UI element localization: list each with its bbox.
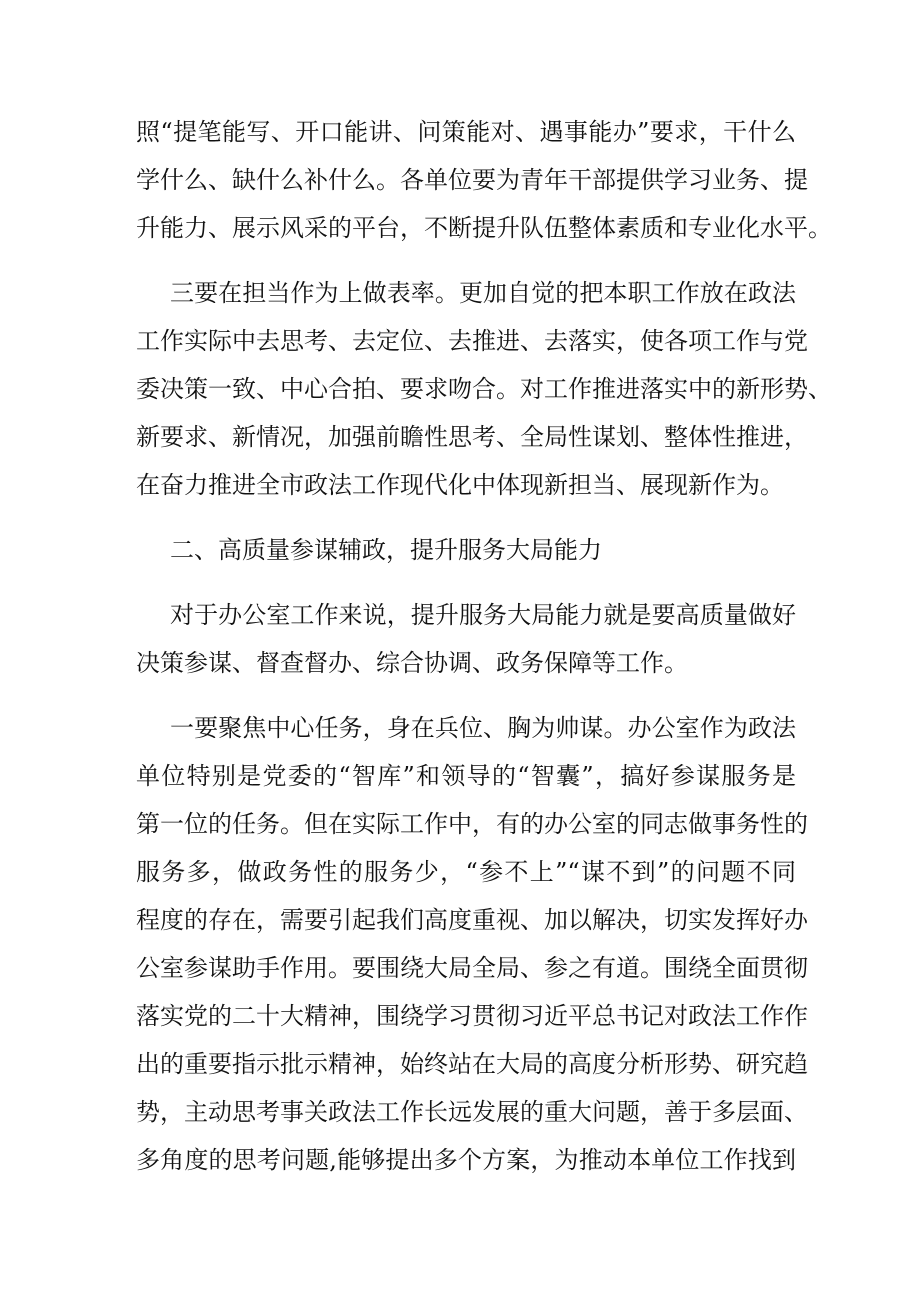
text-line: 工作实际中去思考、去定位、去推进、去落实，使各项工作与党: [136, 327, 808, 355]
paragraph-one: [136, 704, 808, 1184]
text-line: 对于办公室工作来说，提升服务大局能力就是要高质量做好: [170, 601, 796, 629]
text-line: 程度的存在，需要引起我们高度重视、加以解决，切实发挥好办: [136, 906, 808, 934]
text-line: 学什么、缺什么补什么。各单位要为青年干部提供学习业务、提: [136, 166, 808, 194]
text-line: 落实党的二十大精神，围绕学习贯彻习近平总书记对政法工作作: [136, 1002, 808, 1030]
paragraph-continuation: [136, 108, 832, 252]
text-line: 照“提笔能写、开口能讲、问策能对、遇事能办”要求，干什么: [136, 118, 796, 146]
text-line: 委决策一致、中心合拍、要求吻合。对工作推进落实中的新形势、: [136, 375, 832, 403]
text-line: 多角度的思考问题,能够提出多个方案，为推动本单位工作找到: [136, 1146, 796, 1174]
text-line: 决策参谋、督查督办、综合协调、政务保障等工作。: [136, 649, 688, 677]
text-line: 服务多，做政务性的服务少，“参不上”“谋不到”的问题不同: [136, 858, 796, 886]
text-line: 一要聚焦中心任务，身在兵位、胸为帅谋。办公室作为政法: [170, 714, 796, 742]
paragraph-gap: [136, 574, 796, 591]
text-line: 公室参谋助手作用。要围绕大局全局、参之有道。围绕全面贯彻: [136, 954, 808, 982]
text-line: 在奋力推进全市政法工作现代化中体现新担当、展现新作为。: [136, 471, 784, 499]
text-line: 单位特别是党委的“智库”和领导的“智囊”，搞好参谋服务是: [136, 762, 796, 790]
heading-line: 二、高质量参谋辅政，提升服务大局能力: [170, 536, 602, 564]
paragraph-gap: [136, 509, 796, 526]
paragraph-intro: [136, 591, 796, 687]
paragraph-three: [136, 269, 832, 509]
text-line: 升能力、展示风采的平台，不断提升队伍整体素质和专业化水平。: [136, 214, 832, 242]
text-line: 势，主动思考事关政法工作长远发展的重大问题，善于多层面、: [136, 1098, 808, 1126]
text-line: 三要在担当作为上做表率。更加自觉的把本职工作放在政法: [170, 279, 796, 307]
paragraph-gap: [136, 252, 796, 269]
text-line: 第一位的任务。但在实际工作中，有的办公室的同志做事务性的: [136, 810, 808, 838]
text-line: 新要求、新情况，加强前瞻性思考、全局性谋划、整体性推进，: [136, 423, 808, 451]
section-heading: [136, 526, 796, 574]
document-body: [136, 108, 832, 1184]
paragraph-gap: [136, 687, 796, 704]
text-line: 出的重要指示批示精神，始终站在大局的高度分析形势、研究趋: [136, 1050, 808, 1078]
